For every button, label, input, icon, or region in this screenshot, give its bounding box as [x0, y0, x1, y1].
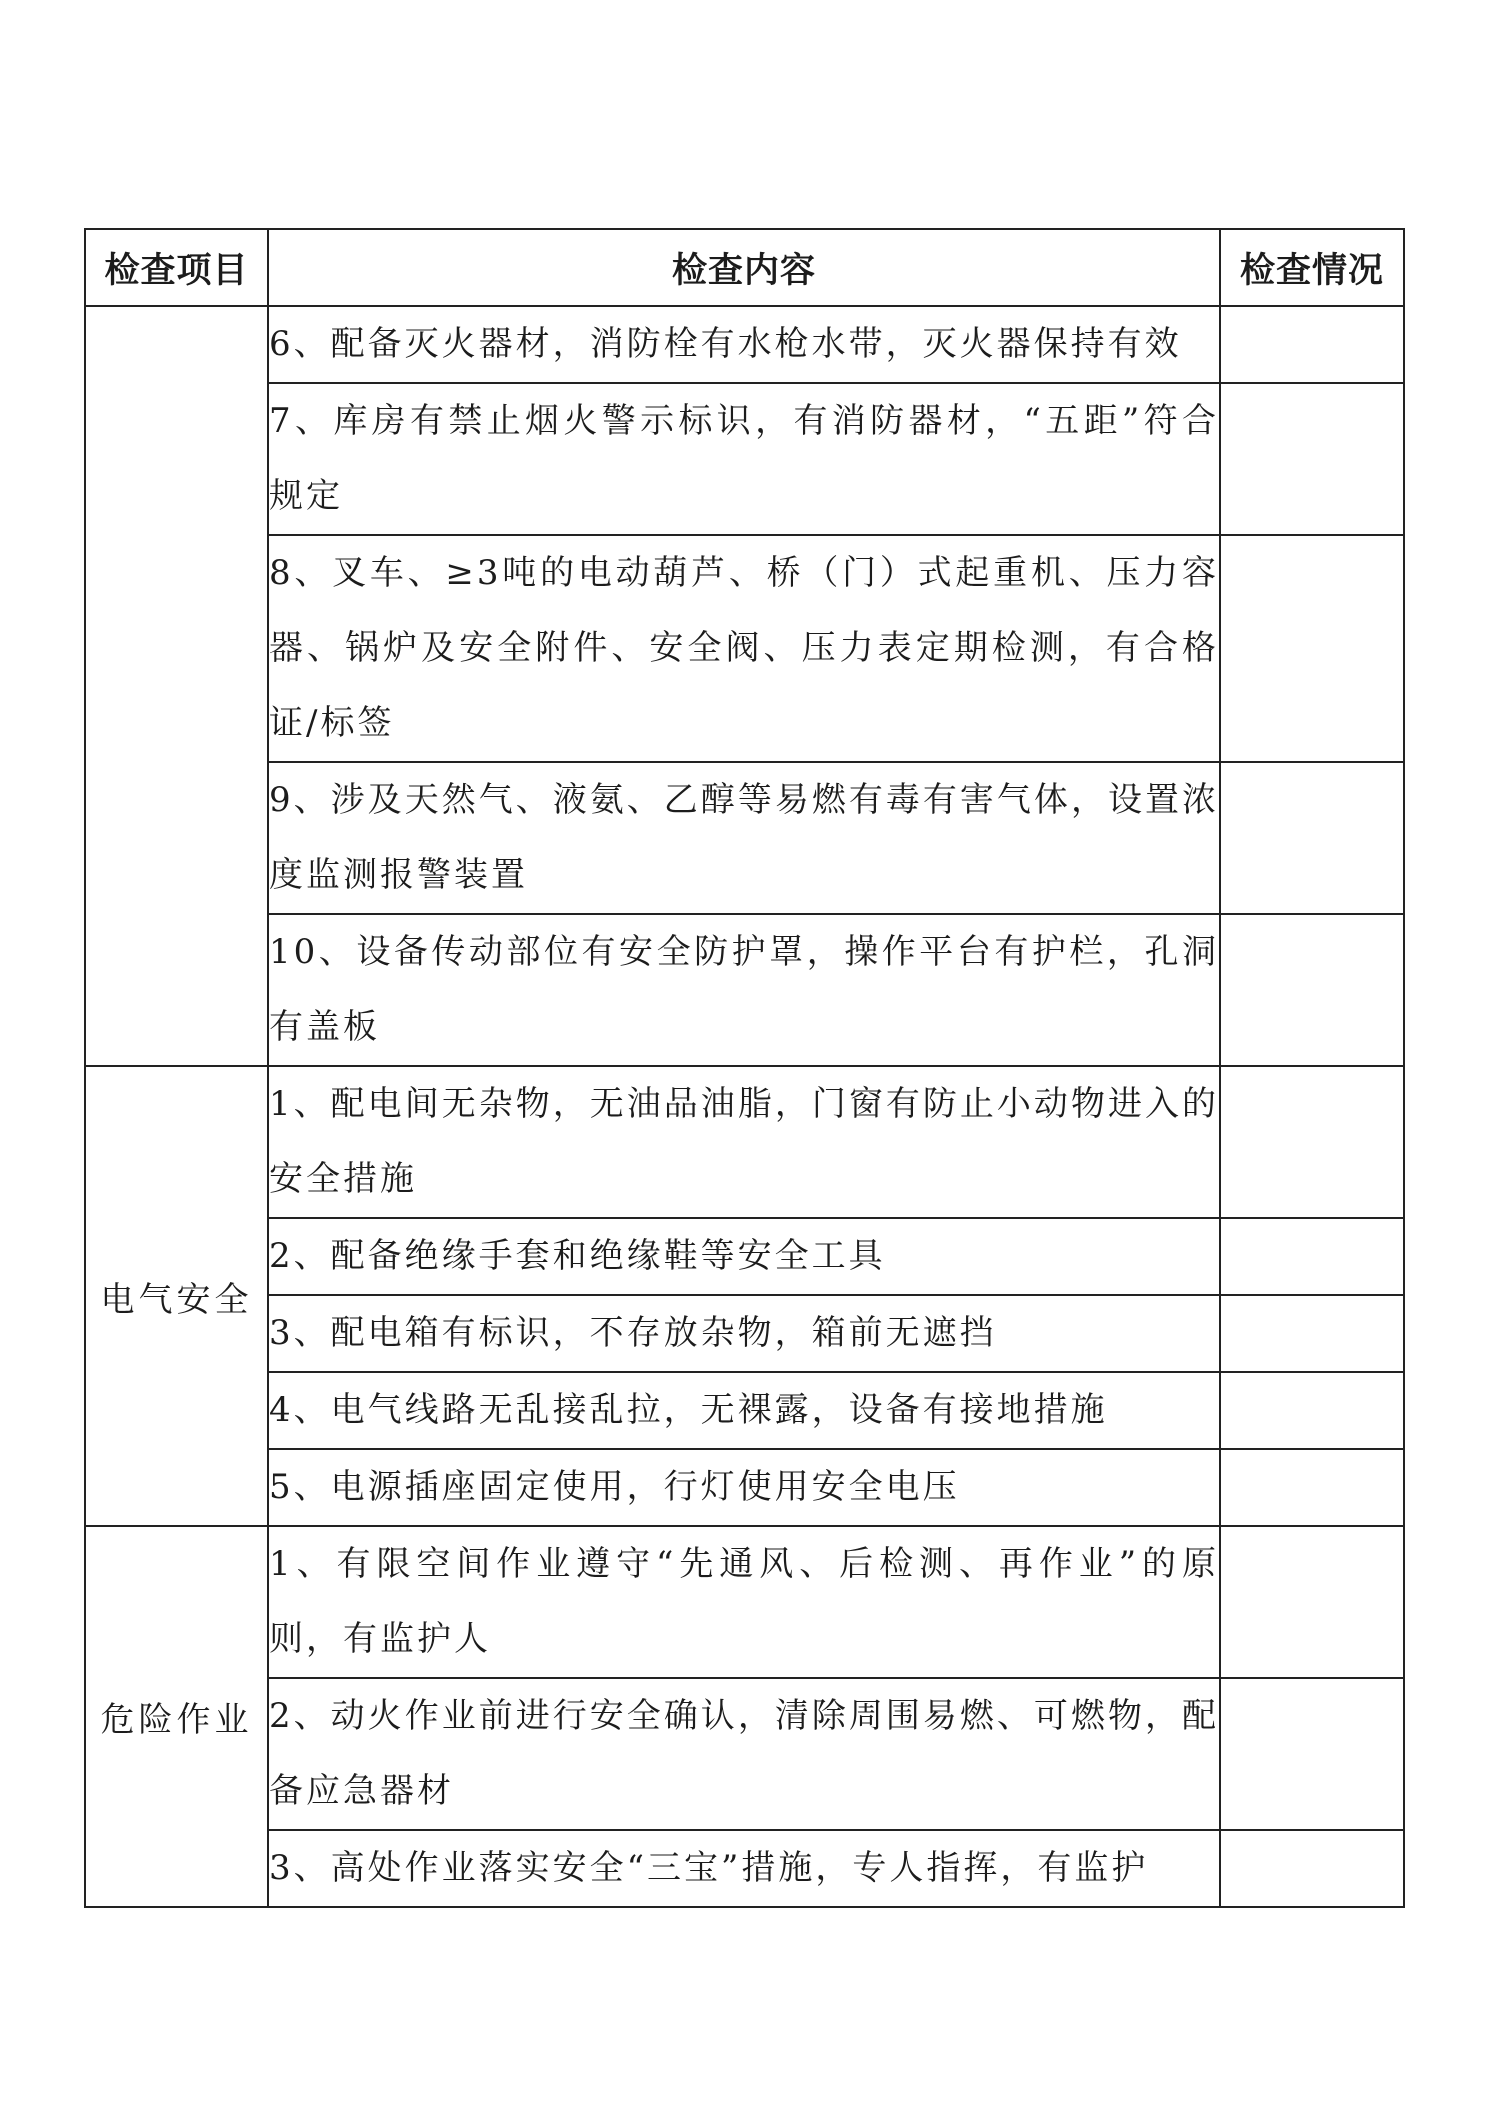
status-cell[interactable]: [1220, 1449, 1404, 1526]
table-row: [85, 914, 1404, 1066]
table-row: [85, 762, 1404, 914]
category-cell-continued: [85, 306, 268, 1066]
content-cell: 2、动火作业前进行安全确认，清除周围易燃、可燃物，配备应急器材: [268, 1678, 1220, 1830]
content-cell: 4、电气线路无乱接乱拉，无裸露，设备有接地措施: [268, 1372, 1220, 1449]
status-cell[interactable]: [1220, 1526, 1404, 1678]
status-cell[interactable]: [1220, 535, 1404, 762]
content-cell: 9、涉及天然气、液氨、乙醇等易燃有毒有害气体，设置浓度监测报警装置: [268, 762, 1220, 914]
table-row: [85, 306, 1404, 383]
status-cell[interactable]: [1220, 762, 1404, 914]
content-cell: 6、配备灭火器材，消防栓有水枪水带，灭火器保持有效: [268, 306, 1220, 383]
content-cell: 7、库房有禁止烟火警示标识，有消防器材，“五距”符合规定: [268, 383, 1220, 535]
content-cell: 10、设备传动部位有安全防护罩，操作平台有护栏，孔洞有盖板: [268, 914, 1220, 1066]
content-cell: 2、配备绝缘手套和绝缘鞋等安全工具: [268, 1218, 1220, 1295]
status-cell[interactable]: [1220, 1295, 1404, 1372]
content-cell: 1、配电间无杂物，无油品油脂，门窗有防止小动物进入的安全措施: [268, 1066, 1220, 1218]
status-cell[interactable]: [1220, 383, 1404, 535]
header-category: 检查项目: [85, 229, 268, 306]
table-row: [85, 1830, 1404, 1907]
category-cell-hazardous-work: 危险作业: [85, 1526, 268, 1907]
table-row: [85, 1218, 1404, 1295]
status-cell[interactable]: [1220, 1218, 1404, 1295]
table-row: [85, 535, 1404, 762]
content-cell: 1、有限空间作业遵守“先通风、后检测、再作业”的原则，有监护人: [268, 1526, 1220, 1678]
status-cell[interactable]: [1220, 1830, 1404, 1907]
table-row: [85, 1295, 1404, 1372]
header-status: 检查情况: [1220, 229, 1404, 306]
status-cell[interactable]: [1220, 1066, 1404, 1218]
content-cell: 3、高处作业落实安全“三宝”措施，专人指挥，有监护: [268, 1830, 1220, 1907]
table-row: [85, 1066, 1404, 1218]
inspection-table: [84, 228, 1405, 1908]
table-header-row: [85, 229, 1404, 306]
status-cell[interactable]: [1220, 1678, 1404, 1830]
category-cell-electrical: 电气安全: [85, 1066, 268, 1526]
content-cell: 3、配电箱有标识，不存放杂物，箱前无遮挡: [268, 1295, 1220, 1372]
content-cell: 8、叉车、≥3吨的电动葫芦、桥（门）式起重机、压力容器、锅炉及安全附件、安全阀、压力表定期检测，有合格证/标签: [268, 535, 1220, 762]
table-row: [85, 1678, 1404, 1830]
table-row: [85, 1449, 1404, 1526]
status-cell[interactable]: [1220, 1372, 1404, 1449]
status-cell[interactable]: [1220, 306, 1404, 383]
table-row: [85, 1372, 1404, 1449]
status-cell[interactable]: [1220, 914, 1404, 1066]
content-cell: 5、电源插座固定使用，行灯使用安全电压: [268, 1449, 1220, 1526]
table-row: [85, 1526, 1404, 1678]
header-content: 检查内容: [268, 229, 1220, 306]
table-row: [85, 383, 1404, 535]
